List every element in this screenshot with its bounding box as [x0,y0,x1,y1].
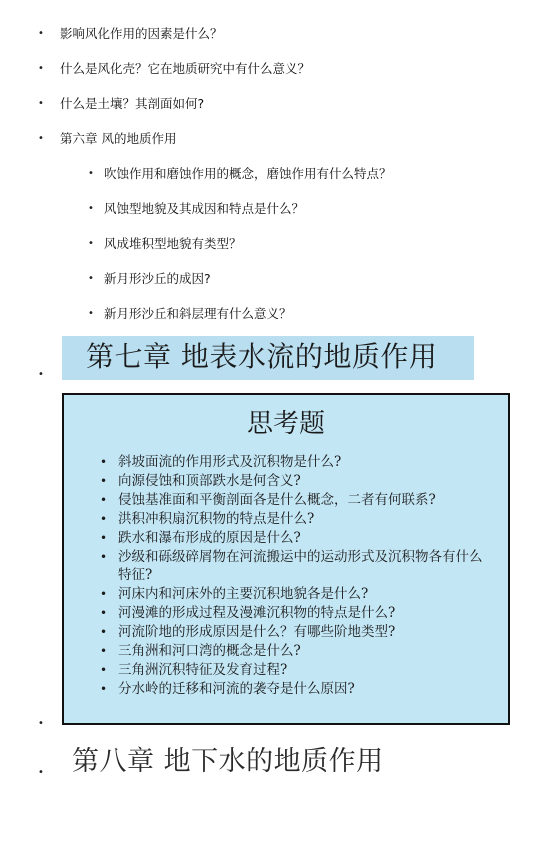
bullet-icon: • [100,531,108,545]
bullet-icon: • [38,718,44,729]
chapter7-title: 第七章 地表水流的地质作用 [86,340,438,373]
question-text: 侵蚀基准面和平衡剖面各是什么概念，二者有何联系? [118,492,436,508]
question-item [98,661,488,679]
question-item [98,453,488,471]
bullet-icon: • [100,644,108,658]
question-text: 沙级和砾级碎屑物在河流搬运中的运动形式及沉积物各有什么特征? [118,549,483,583]
question-item [98,623,488,641]
list-item: 风蚀型地貌及其成因和特点是什么？ [104,201,305,216]
question-item [98,642,488,660]
bullet-icon: • [88,168,94,179]
bullet-icon: • [88,308,94,319]
bullet-icon: • [38,98,44,109]
bullet-icon: • [100,663,108,677]
question-text: 向源侵蚀和顶部跌水是何含义? [118,473,301,489]
question-item [98,510,488,528]
bullet-icon: • [88,203,94,214]
question-text: 洪积冲积扇沉积物的特点是什么? [118,511,315,527]
question-text: 分水岭的迁移和河流的袭夺是什么原因? [118,681,355,697]
bullet-icon: • [100,606,108,620]
bullet-icon: • [38,767,44,778]
bullet-icon: • [38,369,44,380]
bullet-icon: • [100,493,108,507]
question-text: 三角洲沉积特征及发育过程? [118,662,288,678]
question-text: 河床内和河床外的主要沉积地貌各是什么? [118,586,369,602]
question-item [98,548,488,584]
question-list [98,453,488,699]
bullet-icon: • [38,133,44,144]
bullet-icon: • [100,512,108,526]
question-item [98,491,488,509]
question-item [98,604,488,622]
chapter7-banner [62,336,474,380]
list-item: 什么是土壤？其剖面如何? [60,96,205,111]
question-item [98,680,488,698]
bullet-icon: • [100,682,108,696]
list-item: 新月形沙丘和斜层理有什么意义？ [104,306,292,321]
list-item: 风成堆积型地貌有类型？ [104,236,242,251]
question-text: 斜坡面流的作用形式及沉积物是什么? [118,454,342,470]
list-item: 吹蚀作用和磨蚀作用的概念，磨蚀作用有什么特点？ [104,166,392,181]
list-item: 第六章 风的地质作用 [60,131,177,146]
list-item: 影响风化作用的因素是什么？ [60,26,223,41]
bullet-icon: • [100,587,108,601]
bullet-icon: • [38,28,44,39]
list-item: 什么是风化壳？它在地质研究中有什么意义？ [60,61,311,76]
chapter8-title: 第八章 地下水的地质作用 [72,746,384,777]
question-text: 跌水和瀑布形成的原因是什么? [118,530,301,546]
bullet-icon: • [100,474,108,488]
question-text: 三角洲和河口湾的概念是什么? [118,643,301,659]
list-item: 新月形沙丘的成因? [104,271,211,286]
bullet-icon: • [100,455,108,469]
bullet-icon: • [88,238,94,249]
bullet-icon: • [88,273,94,284]
bullet-icon: • [100,625,108,639]
bullet-icon: • [38,63,44,74]
question-text: 河流阶地的形成原因是什么？有哪些阶地类型? [118,624,396,640]
question-item [98,472,488,490]
question-box-title: 思考题 [246,409,325,439]
question-text: 河漫滩的形成过程及漫滩沉积物的特点是什么? [118,605,396,621]
question-item [98,585,488,603]
question-box [62,393,510,725]
bullet-icon: • [100,550,108,564]
question-item [98,529,488,547]
